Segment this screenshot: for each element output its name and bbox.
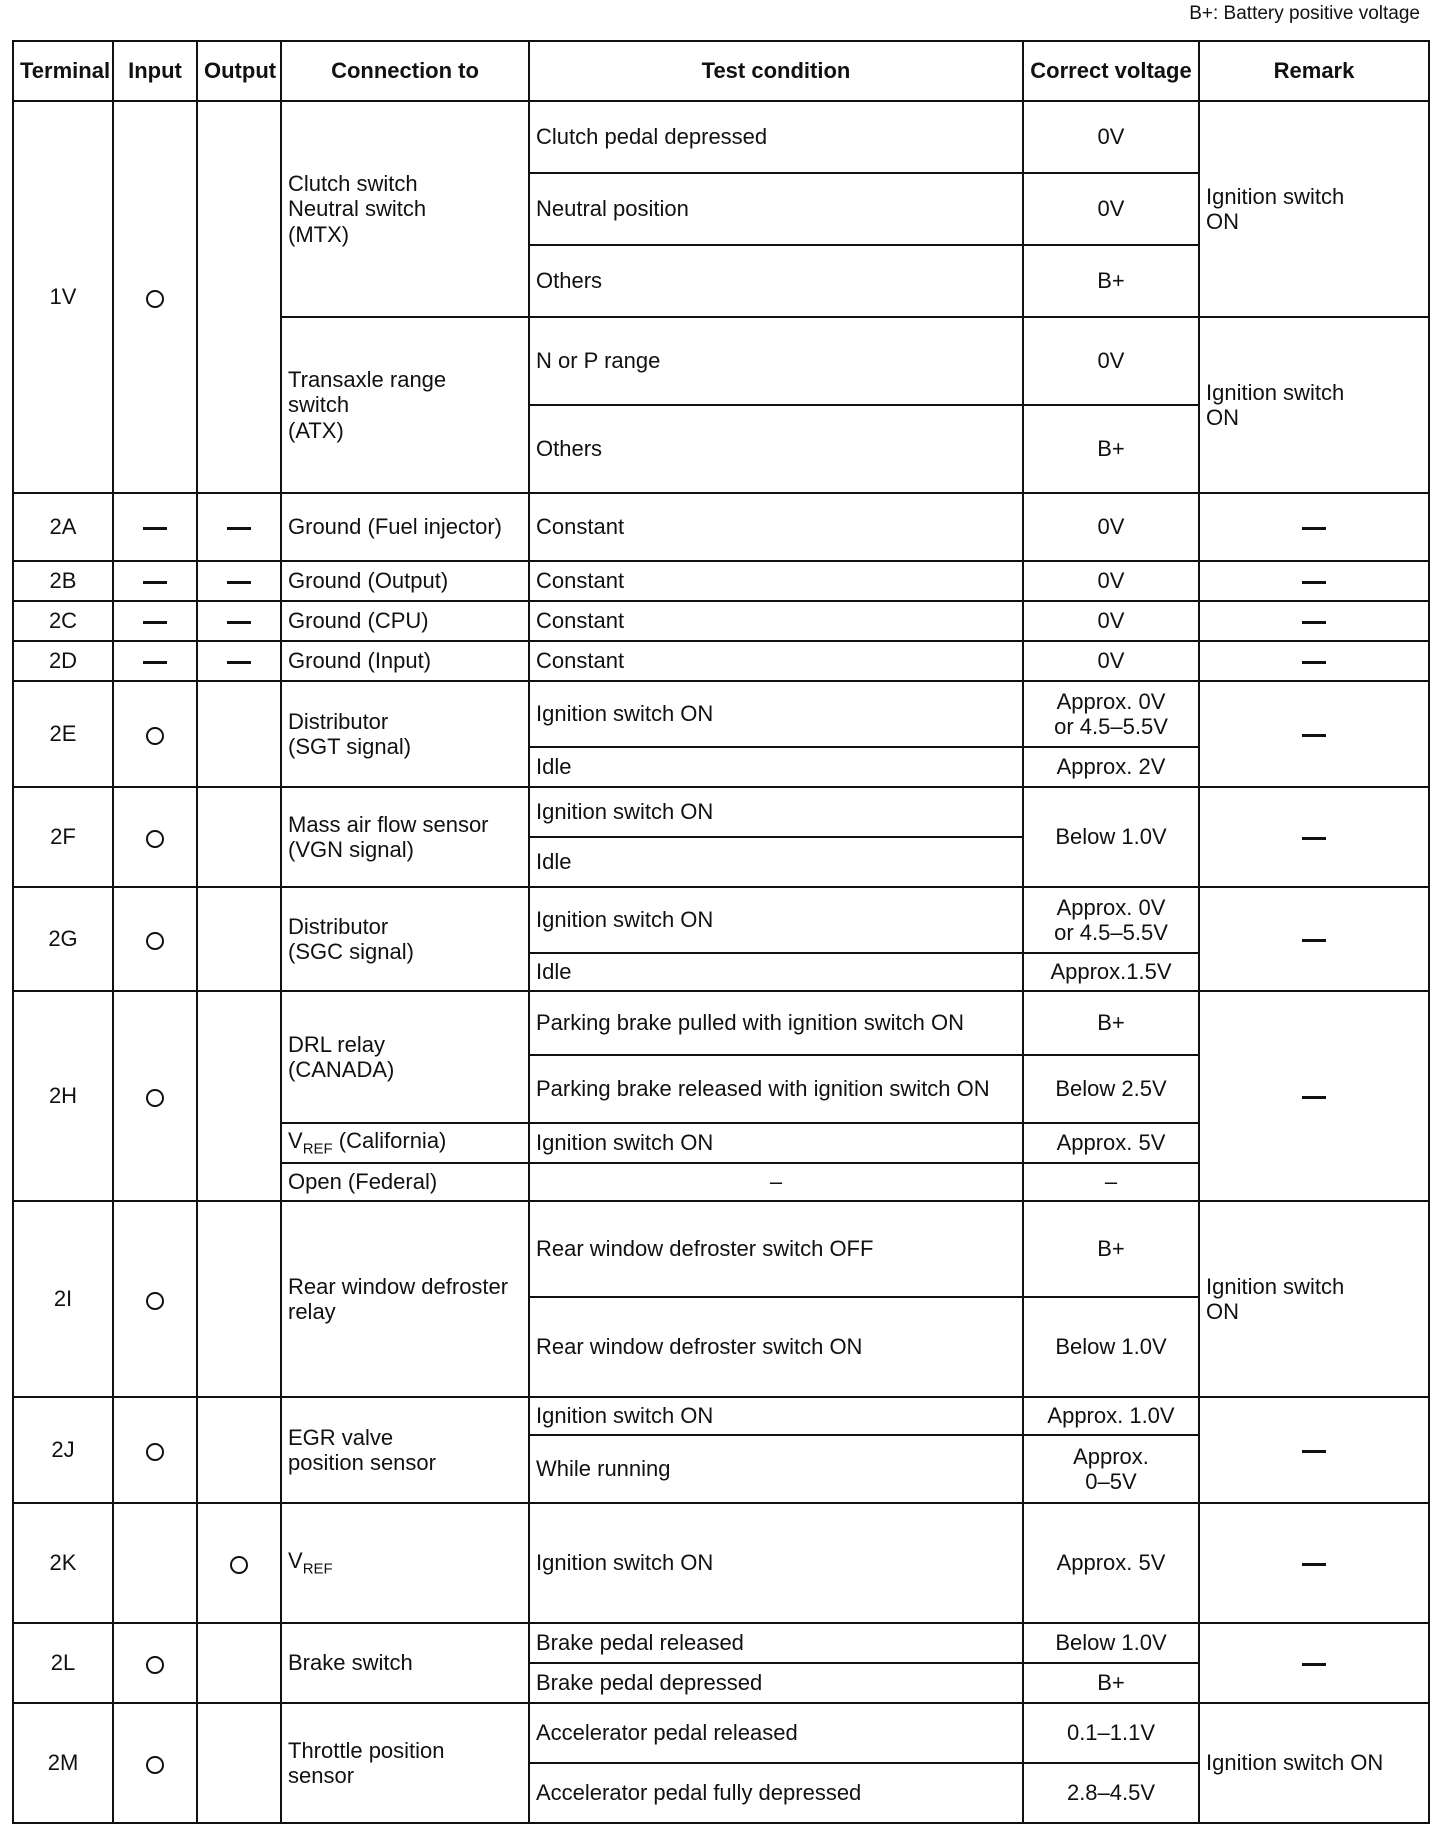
test-condition-cell: Constant [529,493,1023,561]
input-cell [113,101,197,493]
test-condition-cell: While running [529,1435,1023,1503]
voltage-cell: Approx.1.5V [1023,953,1199,991]
test-condition-cell: Ignition switch ON [529,1503,1023,1623]
test-condition-cell: Ignition switch ON [529,787,1023,837]
voltage-cell: B+ [1023,1663,1199,1703]
terminal-cell: 2G [13,887,113,991]
connection-cell: Ground (Fuel injector) [281,493,529,561]
voltage-cell: 0V [1023,493,1199,561]
header-input: Input [113,41,197,101]
voltage-cell: – [1023,1163,1199,1201]
dash-mark [143,581,167,584]
voltage-cell: B+ [1023,991,1199,1055]
circle-mark [146,1089,164,1107]
connection-cell: Throttle position sensor [281,1703,529,1823]
table-row [13,1703,1429,1763]
voltage-cell: Approx. 5V [1023,1503,1199,1623]
terminal-cell: 2B [13,561,113,601]
voltage-cell: Approx. 2V [1023,747,1199,787]
header-terminal: Terminal [13,41,113,101]
dash-mark [1302,837,1326,840]
dash-mark [227,661,251,664]
connection-cell: Ground (Output) [281,561,529,601]
output-cell [197,641,281,681]
voltage-cell: B+ [1023,1201,1199,1297]
circle-mark [146,290,164,308]
terminal-cell: 1V [13,101,113,493]
connection-text: (California) [332,1128,447,1154]
output-cell [197,1201,281,1397]
vref-label: V [288,1128,303,1154]
input-cell [113,1503,197,1623]
terminal-cell: 2I [13,1201,113,1397]
dash-mark [1302,1663,1326,1666]
connection-cell: Ground (CPU) [281,601,529,641]
dash-mark [1302,1096,1326,1099]
terminal-cell: 2C [13,601,113,641]
test-condition-cell: Ignition switch ON [529,1397,1023,1435]
output-cell [197,493,281,561]
dash-mark [143,661,167,664]
voltage-cell: Below 2.5V [1023,1055,1199,1123]
voltage-cell: Below 1.0V [1023,787,1199,887]
circle-mark [146,932,164,950]
vref-label: V [288,1548,303,1574]
test-condition-cell: Parking brake pulled with ignition switch ON [529,991,1023,1055]
remark-cell: Ignition switch ON [1199,1201,1429,1397]
input-cell [113,1397,197,1503]
header-output: Output [197,41,281,101]
circle-mark [146,1756,164,1774]
dash-mark [143,621,167,624]
voltage-cell: Approx. 1.0V [1023,1397,1199,1435]
header-connection: Connection to [281,41,529,101]
remark-cell [1199,1503,1429,1623]
input-cell [113,561,197,601]
connection-cell: EGR valve position sensor [281,1397,529,1503]
connection-cell: Rear window defroster relay [281,1201,529,1397]
header-remark: Remark [1199,41,1429,101]
test-condition-cell: Rear window defroster switch ON [529,1297,1023,1397]
remark-cell [1199,1397,1429,1503]
connection-cell: Distributor (SGC signal) [281,887,529,991]
input-cell [113,887,197,991]
table-row [13,1503,1429,1623]
output-cell [197,1397,281,1503]
table-row [13,641,1429,681]
input-cell [113,1623,197,1703]
test-condition-cell: Ignition switch ON [529,887,1023,953]
dash-mark [1302,581,1326,584]
voltage-cell: 0V [1023,317,1199,405]
test-condition-cell: Rear window defroster switch OFF [529,1201,1023,1297]
table-row [13,601,1429,641]
terminal-voltage-table [12,40,1430,1824]
voltage-cell: B+ [1023,245,1199,317]
output-cell [197,561,281,601]
table-row [13,1623,1429,1663]
terminal-cell: 2A [13,493,113,561]
header-test-condition: Test condition [529,41,1023,101]
test-condition-cell: Constant [529,561,1023,601]
test-condition-cell: N or P range [529,317,1023,405]
remark-cell [1199,1623,1429,1703]
dash-mark [227,581,251,584]
voltage-cell: B+ [1023,405,1199,493]
remark-cell [1199,561,1429,601]
dash-mark [227,621,251,624]
circle-mark [146,1292,164,1310]
input-cell [113,641,197,681]
connection-cell: Ground (Input) [281,641,529,681]
remark-cell [1199,887,1429,991]
terminal-cell: 2F [13,787,113,887]
remark-cell [1199,601,1429,641]
test-condition-cell: Others [529,405,1023,493]
test-condition-cell: – [529,1163,1023,1201]
test-condition-cell: Constant [529,601,1023,641]
terminal-cell: 2E [13,681,113,787]
dash-mark [1302,621,1326,624]
connection-cell [281,1123,529,1163]
terminal-cell: 2L [13,1623,113,1703]
test-condition-cell: Accelerator pedal fully depressed [529,1763,1023,1823]
voltage-cell: Below 1.0V [1023,1623,1199,1663]
test-condition-cell: Accelerator pedal released [529,1703,1023,1763]
output-cell [197,787,281,887]
dash-mark [227,527,251,530]
voltage-cell: Approx. 0V or 4.5–5.5V [1023,681,1199,747]
connection-cell: Transaxle range switch (ATX) [281,317,529,493]
test-condition-cell: Brake pedal depressed [529,1663,1023,1703]
table-row [13,681,1429,747]
table-row [13,787,1429,837]
table-row [13,101,1429,173]
voltage-cell: Approx. 0V or 4.5–5.5V [1023,887,1199,953]
dash-mark [1302,1563,1326,1566]
dash-mark [1302,527,1326,530]
remark-cell: Ignition switch ON [1199,317,1429,493]
circle-mark [146,727,164,745]
vref-subscript: REF [302,1560,333,1578]
legend-note: B+: Battery positive voltage [1189,3,1420,24]
remark-cell [1199,641,1429,681]
test-condition-cell: Brake pedal released [529,1623,1023,1663]
dash-mark [1302,734,1326,737]
terminal-cell: 2K [13,1503,113,1623]
connection-cell: DRL relay (CANADA) [281,991,529,1123]
connection-cell: Clutch switch Neutral switch (MTX) [281,101,529,317]
connection-cell: Brake switch [281,1623,529,1703]
test-condition-cell: Idle [529,747,1023,787]
table-row [13,991,1429,1055]
test-condition-cell: Constant [529,641,1023,681]
voltage-cell: Below 1.0V [1023,1297,1199,1397]
output-cell [197,601,281,641]
output-cell [197,1503,281,1623]
terminal-cell: 2M [13,1703,113,1823]
connection-cell [281,1503,529,1623]
voltage-cell: Approx. 5V [1023,1123,1199,1163]
remark-cell [1199,787,1429,887]
dash-mark [1302,661,1326,664]
voltage-cell: 2.8–4.5V [1023,1763,1199,1823]
table-row [13,887,1429,953]
header-row [13,41,1429,101]
voltage-cell: Approx. 0–5V [1023,1435,1199,1503]
input-cell [113,493,197,561]
output-cell [197,101,281,493]
test-condition-cell: Ignition switch ON [529,1123,1023,1163]
terminal-cell: 2D [13,641,113,681]
vref-subscript: REF [302,1140,333,1158]
table-row [13,561,1429,601]
circle-mark [146,1443,164,1461]
output-cell [197,1703,281,1823]
terminal-cell: 2H [13,991,113,1201]
table-row [13,1201,1429,1297]
input-cell [113,1703,197,1823]
voltage-cell: 0V [1023,601,1199,641]
remark-cell [1199,681,1429,787]
test-condition-cell: Idle [529,837,1023,887]
circle-mark [146,830,164,848]
output-cell [197,1623,281,1703]
input-cell [113,601,197,641]
remark-cell [1199,991,1429,1201]
voltage-cell: 0V [1023,173,1199,245]
dash-mark [1302,1450,1326,1453]
circle-mark [146,1656,164,1674]
voltage-cell: 0V [1023,101,1199,173]
input-cell [113,1201,197,1397]
test-condition-cell: Neutral position [529,173,1023,245]
dash-mark [1302,939,1326,942]
connection-cell: Mass air flow sensor (VGN signal) [281,787,529,887]
remark-cell: Ignition switch ON [1199,101,1429,317]
test-condition-cell: Ignition switch ON [529,681,1023,747]
header-correct-voltage: Correct voltage [1023,41,1199,101]
terminal-cell: 2J [13,1397,113,1503]
voltage-cell: 0V [1023,561,1199,601]
output-cell [197,887,281,991]
test-condition-cell: Parking brake released with ignition switch ON [529,1055,1023,1123]
input-cell [113,681,197,787]
connection-cell: Distributor (SGT signal) [281,681,529,787]
dash-mark [143,527,167,530]
remark-cell: Ignition switch ON [1199,1703,1429,1823]
table-row [13,493,1429,561]
connection-cell: Open (Federal) [281,1163,529,1201]
table-row [13,1397,1429,1435]
output-cell [197,681,281,787]
remark-cell [1199,493,1429,561]
voltage-cell: 0V [1023,641,1199,681]
test-condition-cell: Clutch pedal depressed [529,101,1023,173]
test-condition-cell: Others [529,245,1023,317]
circle-mark [230,1556,248,1574]
test-condition-cell: Idle [529,953,1023,991]
input-cell [113,787,197,887]
output-cell [197,991,281,1201]
input-cell [113,991,197,1201]
voltage-cell: 0.1–1.1V [1023,1703,1199,1763]
